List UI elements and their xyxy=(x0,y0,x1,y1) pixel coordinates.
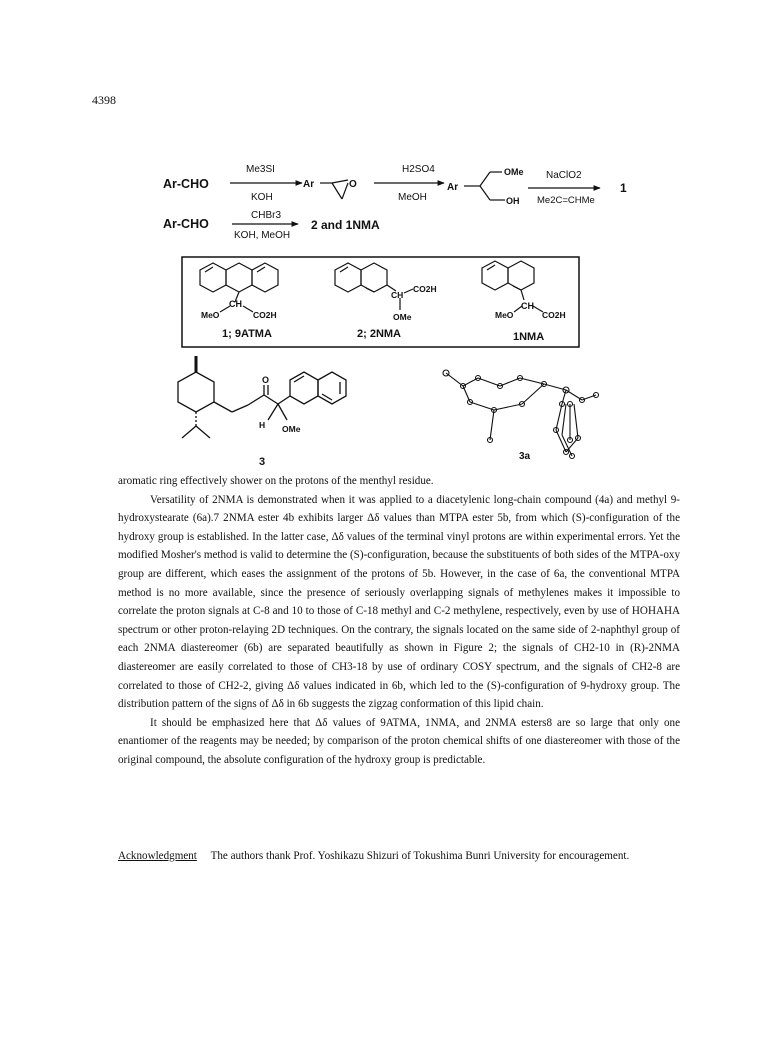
paragraph-1: aromatic ring effectively shower on the protons of the menthyl residue. xyxy=(118,475,434,487)
s3-co2h: CO2H xyxy=(542,310,566,320)
s2-ch: CH xyxy=(391,290,404,300)
row1-start: Ar-CHO xyxy=(163,177,209,191)
crystal-structure-3a xyxy=(443,370,599,459)
ester-h: H xyxy=(259,420,266,430)
row1-reagent2-top: H2SO4 xyxy=(402,164,435,175)
s3-ch: CH xyxy=(521,301,534,311)
s1-meo: MeO xyxy=(201,310,220,320)
row1-reagent2-bottom: MeOH xyxy=(398,192,427,203)
page-number: 4398 xyxy=(92,93,116,107)
reaction-scheme xyxy=(0,0,768,480)
s3-label: 1NMA xyxy=(513,331,545,343)
acknowledgment-text: The authors thank Prof. Yoshikazu Shizuri of Tokushima Bunri University for encouragement. xyxy=(210,850,630,862)
row2-product: 2 and 1NMA xyxy=(311,218,380,232)
s1-label: 1; 9ATMA xyxy=(222,328,272,340)
row1-reagent3-top: NaClO2 xyxy=(546,170,582,181)
row1-reagent1-bottom: KOH xyxy=(251,192,273,203)
paragraph-3: It should be emphasized here that Δδ values of 9ATMA, 1NMA, and 2NMA esters8 are so large that only one enantiomer of the reagents may be needed; by comparison of the proton chemical shifts of one diastereomer with those of the original compound, the absolute configuration of the hydroxy group is predictable. xyxy=(118,716,680,766)
naphthalene-structure-2 xyxy=(335,263,400,310)
anthracene-structure xyxy=(200,263,278,302)
ester-o: O xyxy=(262,375,270,385)
row1-reagent1-top: Me3SI xyxy=(246,164,275,175)
s2-co2h: CO2H xyxy=(413,284,437,294)
paragraph-2: Versatility of 2NMA is demonstrated when it was applied to a diacetylenic long-chain compound (4a) and methyl 9-hydroxystearate (6a).7 2NMA ester 4b exhibits larger Δδ values than MTPA ester 5b, from which (S)-configuration of the hydroxy group is established. In the latter case, Δδ values of the terminal vinyl protons are within experimental errors. Yet the modified Mosher's method is valid to determine the (S)-configuration, because the substituents of both sides of the MTPA-oxy group are different, which eases the assignment of the protons of 5b. However, in the case of 6a, the conventional MTPA method is no more available, since the presence of seriously overlapping signals of methylenes makes it impossible to correlate the proton signals at C-8 and 10 to those of C-18 methyl and C-2 methylene, respectively, even by use of HOHAHA spectrum or other proton-relaying 2D techniques. On the contrary, the signals located on the same side of 2-naphthyl group of each 2NMA diastereomer (6b) are separated beautifully as shown in Figure 2; the signals of CH2-10 in (R)-2NMA diastereomer are easily correlated to those of CH3-18 by use of ordinary COSY spectrum, and the signals of CH2-8 are correlated to those of CH2-2, giving Δδ values indicated in 6b, which led to the (S)-configuration of 9-hydroxy group. The distribution pattern of the signs of Δδ in 6b suggests the zigzag conformation of this lipid chain. xyxy=(118,493,680,711)
acknowledgment-heading: Acknowledgment xyxy=(118,850,197,862)
s3-meo: MeO xyxy=(495,310,514,320)
acknowledgment xyxy=(118,847,680,866)
body-text xyxy=(118,472,680,770)
row1-reagent3-bottom: Me2C=CHMe xyxy=(537,195,595,206)
s1-ch: CH xyxy=(229,299,242,309)
epoxide-structure xyxy=(320,180,348,199)
s2-ome: OMe xyxy=(393,312,412,322)
s2-label: 2; 2NMA xyxy=(357,328,402,340)
row1-ar1: Ar xyxy=(303,179,315,190)
row1-ar2: Ar xyxy=(447,182,459,193)
naphthalene-structure-1 xyxy=(482,261,534,300)
compound-3a-label: 3a xyxy=(519,451,531,462)
diol-ether-structure xyxy=(464,172,505,200)
compound-3-label: 3 xyxy=(259,456,266,468)
row2-reagent-top: CHBr3 xyxy=(251,210,282,221)
row2-start: Ar-CHO xyxy=(163,217,209,231)
row1-ome: OMe xyxy=(504,167,524,177)
row2-reagent-bottom: KOH, MeOH xyxy=(234,230,291,241)
row1-product: 1 xyxy=(620,181,627,195)
s1-co2h: CO2H xyxy=(253,310,277,320)
epoxide-o: O xyxy=(349,179,357,190)
row1-oh: OH xyxy=(506,196,520,206)
ester-ome: OMe xyxy=(282,424,301,434)
